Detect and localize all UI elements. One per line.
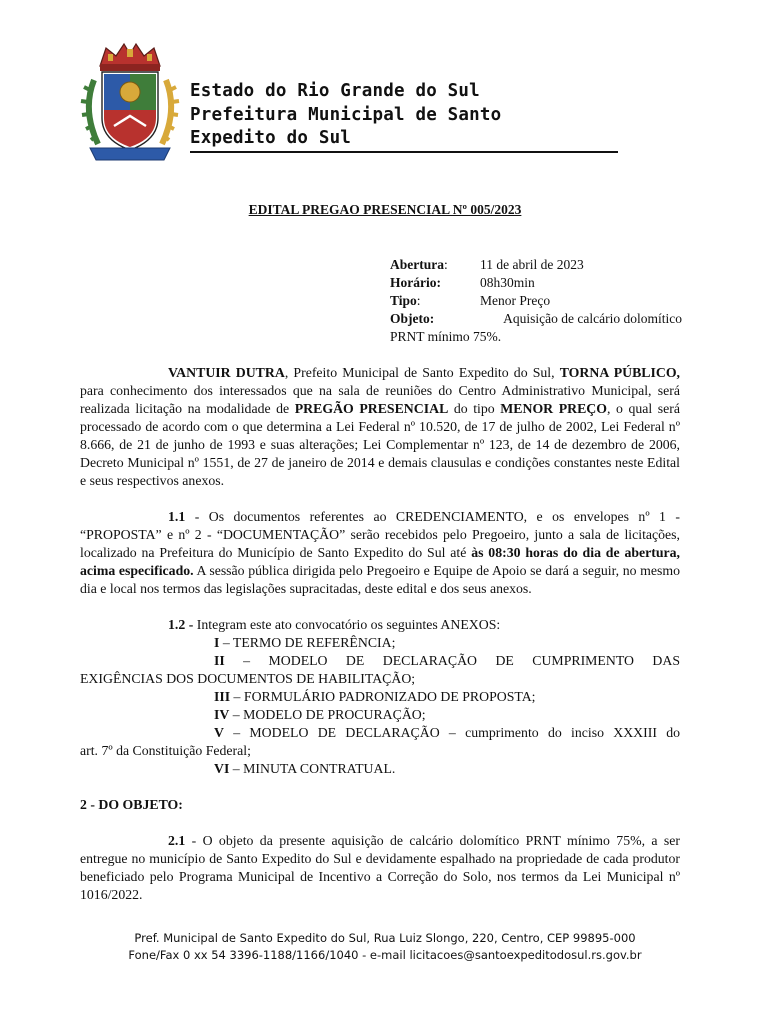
info-label-abertura: Abertura [390, 257, 444, 272]
footer-contact: Fone/Fax 0 xx 54 3396-1188/1166/1040 - e-mail licitacoes@santoexpeditodosul.rs.gov.br [128, 948, 642, 962]
intro-text-4: , o qual será processado de acordo com o que determina a Lei Federal nº 10.520, de 17 de julho de 2002, Lei Federal nº 8.666, de 21 de junho de 1993 e suas alterações; Lei Complementar nº 123, de 14 de dezembro de 2006, Decreto Municipal nº 1551, de 27 de janeiro de 2014 e demais clausulas e condições constantes neste Edital e seus respectivos anexos. [80, 401, 681, 488]
intro-torna-publico: TORNA PÚBLICO, [559, 365, 681, 380]
info-row-objeto [390, 310, 682, 328]
annex-text: – MODELO DE PROCURAÇÃO; [229, 707, 426, 722]
annex-number: V [214, 725, 224, 740]
info-row-objeto-cont [390, 328, 682, 346]
intro-modality: PREGÃO PRESENCIAL [294, 401, 449, 416]
intro-text-1: , Prefeito Municipal de Santo Expedito do Sul, [284, 365, 560, 380]
annex-item [214, 652, 680, 670]
info-row-abertura [390, 256, 682, 274]
annex-item [214, 688, 680, 706]
annex-text: – MINUTA CONTRATUAL. [229, 761, 396, 776]
annex-item [214, 706, 680, 724]
header-line-city: Expedito do Sul [190, 128, 352, 148]
header-line-state: Estado do Rio Grande do Sul [190, 81, 480, 101]
annex-text: – FORMULÁRIO PADRONIZADO DE PROPOSTA; [230, 689, 536, 704]
spacer [80, 778, 680, 796]
info-value-tipo: Menor Preço [480, 293, 551, 308]
notice-info-block [390, 256, 682, 346]
annex-item [214, 760, 680, 778]
page-footer [0, 930, 770, 964]
section-2-1-paragraph [80, 832, 680, 904]
section-1-1-paragraph [80, 508, 680, 598]
section-1-1-text-1: - Os documentos referentes ao CREDENCIAMENTO, e os envelopes nº 1 - “PROPOSTA” e nº 2 - “DOCUMENTAÇÃO” serão recebidos pelo Pregoeiro, junto a sala de licitações, localizado na Prefeitura do Município de Santo Expedito do Sul até [80, 509, 680, 560]
intro-text-3: do tipo [448, 401, 501, 416]
intro-type: MENOR PREÇO [500, 401, 607, 416]
header-divider [190, 151, 618, 153]
section-1-1-text-2: A sessão pública dirigida pelo Pregoeiro e Equipe de Apoio se dará a seguir, no mesmo dia e local nos termos das legislações supracitadas, deste edital e dos seus anexos. [80, 563, 680, 596]
info-label-objeto: Objeto: [390, 311, 435, 326]
section-2-heading: 2 - DO OBJETO: [80, 797, 183, 812]
info-row-horario [390, 274, 682, 292]
annex-number: II [214, 653, 225, 668]
intro-paragraph [80, 364, 680, 490]
section-1-1-number: 1.1 [168, 509, 186, 524]
annex-text: – MODELO DE DECLARAÇÃO – cumprimento do inciso XXXIII do [223, 725, 680, 740]
section-1-2-paragraph [80, 616, 680, 634]
annex-text: – MODELO DE DECLARAÇÃO DE CUMPRIMENTO DAS [224, 653, 680, 668]
annex-number: VI [214, 761, 230, 776]
header-line-prefecture: Prefeitura Municipal de Santo [190, 104, 502, 125]
municipal-coat-of-arms-icon [78, 40, 182, 164]
annex-item [214, 634, 680, 652]
footer-address: Pref. Municipal de Santo Expedito do Sul, Rua Luiz Slongo, 220, Centro, CEP 99895-000 [134, 931, 636, 945]
mayor-name: VANTUIR DUTRA [168, 365, 285, 380]
section-1-2-number: 1.2 - [168, 617, 194, 632]
section-1-2-text: Integram este ato convocatório os seguintes ANEXOS: [193, 617, 501, 632]
spacer [80, 598, 680, 616]
info-value-objeto: Aquisição de calcário dolomítico [503, 311, 682, 326]
info-colon: : [444, 257, 448, 272]
info-colon: : [416, 293, 421, 308]
annex-number: I [214, 635, 220, 650]
section-1-1-deadline: às 08:30 horas do dia de abertura, acima especificado. [80, 545, 681, 578]
document-body [80, 364, 680, 904]
info-value-horario: 08h30min [480, 275, 535, 290]
annex-item-cont: art. 7º da Constituição Federal; [80, 743, 251, 758]
annex-text: – TERMO DE REFERÊNCIA; [219, 635, 396, 650]
annex-number: IV [214, 707, 230, 722]
annex-item-cont: EXIGÊNCIAS DOS DOCUMENTOS DE HABILITAÇÃO; [80, 671, 416, 686]
spacer [80, 490, 680, 508]
annex-item [214, 724, 680, 742]
spacer [80, 814, 680, 832]
intro-text-2: para conhecimento dos interessados que na sala de reuniões do Centro Administrativo Municipal, será realizada licitação na modalidade de [80, 383, 680, 416]
header-institution-name [190, 80, 620, 151]
annex-number: III [214, 689, 231, 704]
section-2-1-text: - O objeto da presente aquisição de calcário dolomítico PRNT mínimo 75%, a ser entregue no município de Santo Expedito do Sul e devidamente espalhado na propriedade de cada produtor beneficiado pelo Programa Municipal de Incentivo a Correção do Solo, nos termos da Lei Municipal nº 1016/2022. [80, 833, 680, 902]
info-label-horario: Horário: [390, 275, 441, 290]
document-title: EDITAL PREGAO PRESENCIAL Nº 005/2023 [248, 202, 522, 217]
info-label-tipo: Tipo [390, 293, 417, 308]
section-2-1-number: 2.1 [168, 833, 186, 848]
info-value-objeto-cont: PRNT mínimo 75%. [390, 329, 502, 344]
info-row-tipo [390, 292, 682, 310]
info-value-abertura: 11 de abril de 2023 [480, 257, 584, 272]
